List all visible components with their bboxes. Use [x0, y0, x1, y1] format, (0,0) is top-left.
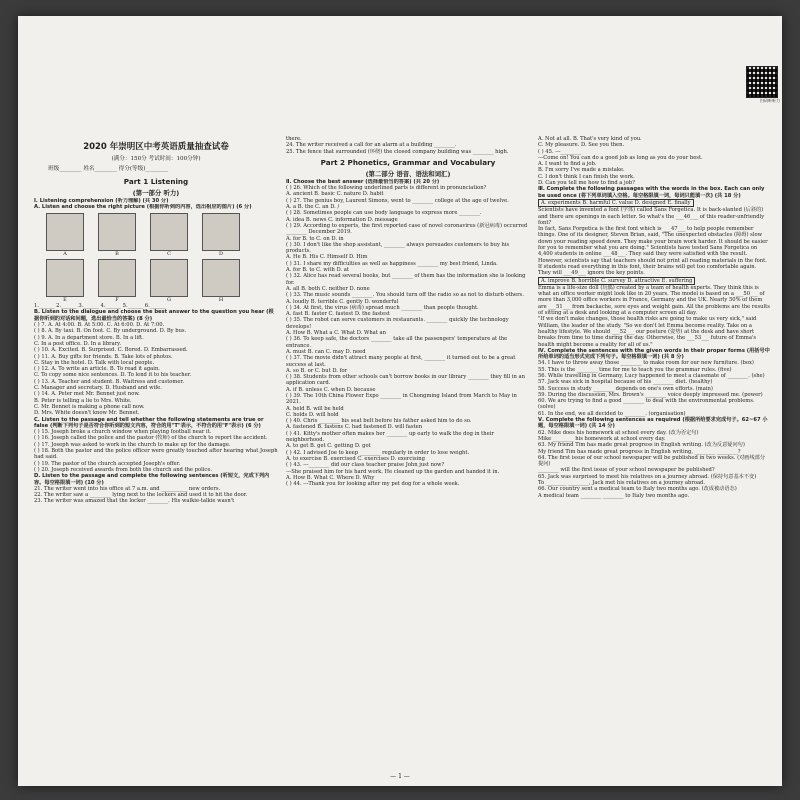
question-line[interactable]: A. all B. both C. neither D. none — [286, 285, 370, 292]
passage-paragraph: Emma is a life-size doll (玩偶) created by a team of health experts. They think this is what an office worker might look like in 20 years. The model is based on a ___50___ of more than 3,000 office workers in France, Germany and the UK. Nearly 50% of them are ___51___ from backache, sore eyes and weight gain. All the problems are the results of sitting at a desk and looking at a computer screen all day. — [538, 284, 770, 317]
passage-2 — [538, 285, 770, 348]
picture-labels-top — [46, 251, 278, 257]
question-line[interactable]: Mike ________ his homework at school every day. — [538, 435, 666, 442]
question-line[interactable]: C. I don't think I can finish the work. — [538, 173, 635, 180]
question-line[interactable]: A. idea B. news C. information D. message — [286, 216, 398, 223]
picture-b — [98, 213, 136, 251]
question-line[interactable]: ( ) 33. The music sounds ________. You should turn off the radio so as not to disturb others. — [286, 292, 524, 299]
question-line[interactable]: ( ) 18. Both the pastor and the police officer were greatly touched after hearing what Joseph had said. — [34, 448, 278, 461]
question-line[interactable]: 64. The first issue of our school newspaper will be published in two weeks. (对画线部分提问) — [538, 454, 766, 468]
question-line[interactable]: 58. Success in study ________ depends on one's own efforts. (main) — [538, 385, 713, 392]
question-line[interactable]: A. Not at all. B. That's very kind of you. — [538, 136, 642, 142]
picture-row-top — [46, 213, 278, 251]
section-5-questions — [538, 430, 770, 499]
section-b-questions — [34, 322, 278, 416]
question-line[interactable]: 22. The writer saw a ________ lying next to the lockers and used it to hit the door. — [34, 492, 248, 499]
question-line[interactable]: ( ) 15. Joseph broke a church window when playing football near it. — [34, 429, 212, 436]
question-line[interactable]: 66. Our country sent a medical team to Italy two months ago. (改成被动语态) — [538, 486, 737, 493]
picture-a — [46, 213, 84, 251]
qr-caption: 扫码听听力 — [760, 98, 780, 103]
student-info-line: 班级________ 姓名________ 得分(等级)________ — [48, 166, 168, 172]
question-line[interactable]: ( ) 16. Joseph called the police and the pastor (牧师) of the church to report the accident. — [34, 435, 268, 442]
section-2-heading: Ⅱ. Choose the best answer (选择最恰当的答案) (共 20 分) — [286, 178, 440, 185]
exam-page — [18, 16, 782, 786]
question-line[interactable]: A. How B. What C. Where D. Why — [286, 474, 375, 481]
question-line[interactable]: 61. In the end, we all decided to ________. (organisation) — [538, 410, 686, 417]
picture-f — [98, 259, 136, 297]
question-line[interactable]: ( ) 9. A. In a department store. B. In a lift. — [34, 334, 144, 341]
picture-c — [150, 213, 188, 251]
question-line[interactable]: there. — [286, 136, 302, 142]
question-line[interactable]: C. My pleasure. D. See you then. — [538, 142, 625, 149]
question-line[interactable]: A. to exercise B. exercised C. exercises D. exercising — [286, 455, 425, 462]
part1-subtitle: (第一部分 听力) — [132, 189, 180, 197]
picture-label: C — [167, 250, 171, 257]
part2-title: Part 2 Phonetics, Grammar and Vocabulary — [320, 157, 496, 167]
part1-title: Part 1 Listening — [123, 177, 189, 186]
picture-h — [202, 259, 240, 297]
question-line[interactable]: D. Can you tell me how to find a job? — [538, 180, 635, 187]
answer-blanks-1-6[interactable]: 1.______ 2.______ 3.______ 4.______ 5.______ 6.______ — [34, 303, 166, 310]
question-line[interactable]: ( ) 38. Students from other schools can't borrow books in our library ________ they fill in an application card. — [286, 374, 525, 387]
section-3-heading: Ⅲ. Complete the following passages with the words in the box. Each can only be used once (将下列单词填入空格。每空格限填一词，每词只能填一次) (共 18 分) — [538, 186, 765, 199]
question-line[interactable]: A. He B. His C. Himself D. Him — [286, 254, 368, 261]
picture-label: D — [218, 250, 223, 257]
column-2 — [286, 136, 530, 764]
section-b-heading: B. Listen to the dialogue and choose the best answer to the question you hear (根据你听到的对话和问题，选出最恰当的答案) (8 分) — [34, 309, 274, 322]
section-d-questions — [34, 486, 278, 505]
question-line[interactable]: ( ) 44. ---Thank you for looking after my pet dog for a whole week. — [286, 481, 460, 488]
question-line[interactable]: ( ) 11. A. Buy gifts for friends. B. Take lots of photos. — [34, 353, 173, 360]
question-line[interactable]: C. In a post office. D. In a library. — [34, 340, 122, 347]
question-line[interactable]: ( ) 35. The robot can serve customers in restaurants. ________ quickly the technology develops! — [286, 317, 509, 330]
column-2-top-lines — [286, 136, 530, 155]
question-line[interactable]: A. How B. What a C. What D. What an — [286, 330, 386, 337]
question-line[interactable]: 55. This is the ________ time for me to teach you the grammar rules. (five) — [538, 366, 732, 373]
qr-code[interactable] — [746, 66, 778, 98]
question-line[interactable]: ( ) 36. To keep safe, the doctors ________ take all the passengers' temperature at the entrance. — [286, 336, 508, 349]
question-line[interactable]: ( ) 29. According to experts, the first reported case of novel coronavirus (新冠病毒) occurred ________ December 2019. — [286, 222, 528, 236]
question-line[interactable]: D. Mrs. White doesn't know Mr. Bennet. — [34, 410, 140, 417]
section-c-questions — [34, 429, 278, 473]
picture-label: A — [63, 250, 67, 257]
word-box-1: A. experiments B. harmful C. value D. designed E. finally — [538, 199, 694, 207]
question-line[interactable]: A medical team ________ ________ to Italy two months ago. — [538, 492, 690, 499]
passage-1 — [538, 207, 770, 276]
question-line[interactable]: ( ) 7. A. At 4:00. B. At 5:00. C. At 6:00. D. At 7:00. — [34, 322, 165, 329]
question-line[interactable]: ( ) 20. Joseph received awards from both the church and the police. — [34, 466, 213, 473]
question-line[interactable]: ( ) 39. The 10th China Flower Expo ________ in Chongming Island from March to May in 2021. — [286, 392, 517, 406]
question-line[interactable]: A. ancient B. basic C. nature D. habit — [286, 191, 384, 198]
question-line[interactable]: A. held B. will be held — [286, 405, 344, 412]
column-3 — [538, 136, 770, 764]
question-line[interactable]: C. Manager and secretary. D. Husband and wife. — [34, 385, 162, 392]
question-line[interactable]: A. loudly B. terrible C. gently D. wonderful — [286, 298, 399, 305]
question-line[interactable]: 65. Jack was surprised to meet his relatives on a journey abroad. (保持句意基本不变) — [538, 473, 757, 480]
section-2-questions — [286, 185, 530, 487]
question-line[interactable]: ( ) 10. A. Excited. B. Surprised. C. Bored. D. Embarrassed. — [34, 347, 188, 354]
page-number: — 1 — — [390, 773, 410, 780]
question-line[interactable]: ( ) 12. A. To write an article. B. To read it again. — [34, 366, 160, 373]
question-line[interactable]: ( ) 14. A. Peter met Mr. Bennet just now. — [34, 391, 140, 398]
question-line[interactable]: My friend Tim has made great progress in English writing, ________ ________? — [538, 448, 741, 455]
picture-g — [150, 259, 188, 297]
question-line[interactable]: 25. The fence that surrounded (环绕) the closed company building was ________ high. — [286, 148, 509, 155]
passage-paragraph: "If we don't make changes, those health risks are going to make us very sick," said William, the leader of the study. "So we don't let Emma become reality. Take on a healthy lifestyle. We should ___52___ our posture (姿势) at the desk and have short breaks from time to time during the day. Otherwise, the ___53___ future of Emma's health might become a reality for all of us." — [538, 316, 757, 348]
question-line[interactable]: 21. The writer went into his office at 7 a.m. and __________ new orders. — [34, 485, 221, 492]
question-line[interactable]: ________ will the first issue of your school newspaper be published? — [538, 467, 715, 474]
section-a-heading: A. Listen and choose the right picture (根据你听到的内容，选出相应的图片) (6 分) — [34, 204, 252, 211]
question-line[interactable]: A. for B. to C. with D. at — [286, 267, 349, 274]
picture-label: F — [115, 296, 119, 303]
question-line[interactable]: C. Mr. Bennet is making a phone call now. — [34, 403, 145, 410]
section-4-heading: Ⅳ. Complete the sentences with the given words in their proper forms (用括号中所给单词的适当形式完成下列句子。每空格限填一词) (共 8 分) — [538, 347, 770, 361]
question-line[interactable]: C. holds D. will hold — [286, 411, 339, 418]
question-line[interactable]: B. Peter is telling a lie to Mrs. White. — [34, 397, 132, 404]
question-line[interactable]: ( ) 8. A. By taxi. B. On foot. C. By underground. D. By bus. — [34, 328, 187, 335]
question-line[interactable]: C. Stay in the hotel. D. Talk with local people. — [34, 359, 155, 366]
question-line[interactable]: 57. Jack was sick in hospital because of his ________ diet. (healthy) — [538, 379, 713, 386]
question-line[interactable]: ( ) 27. The genius boy, Laurent Simons, went to ________ college at the age of twelve. — [286, 197, 509, 204]
section-4-questions — [538, 360, 770, 417]
question-line[interactable]: ( ) 28. Sometimes people can use body language to express more ________. — [286, 210, 482, 217]
question-line[interactable]: ( ) 19. The pastor of the church accepted Joseph's offer. — [34, 460, 181, 467]
question-line[interactable]: ( ) 40. Chris ________ his seat belt before his father asked him to do so. — [286, 418, 472, 425]
question-line[interactable]: ( ) 43. ---________ did our class teacher praise John just now? — [286, 462, 445, 469]
section-c-heading: C. Listen to the passage and tell whether the following statements are true or false (判断下列句子是否符合你听到的短文内容，符合的用"T"表示，不符合的用"F"表示) (6 分) — [34, 416, 264, 429]
question-line[interactable]: 54. I have to throw away those ________ to make room for our new furniture. (box) — [538, 360, 754, 367]
picture-label: E — [63, 296, 67, 303]
question-line[interactable]: A. fastened B. fastens C. had fastened D. will fasten — [286, 424, 423, 431]
exam-title: 2020 年崇明区中考英语质量抽查试卷 — [83, 142, 229, 152]
question-line[interactable]: 60. We are trying to find a good ________ to deal with the environmental problems. (solve) — [538, 398, 755, 411]
question-line[interactable]: 24. The writer received a call for an alarm at a building ________. — [286, 142, 457, 149]
question-line[interactable]: To ________ ________, Jack met his relatives on a journey abroad. — [538, 480, 706, 487]
question-line[interactable]: A. I want to find a job. — [538, 161, 597, 168]
part2-subtitle: (第二部分 语音、语法和词汇) — [365, 169, 451, 178]
question-line[interactable]: ( ) 31. I share my difficulties as well as happiness ________ my best friend, Linda. — [286, 260, 498, 267]
question-line[interactable]: B. I'm sorry I've made a mistake. — [538, 167, 625, 174]
question-line[interactable]: A. a B. the C. an D. / — [286, 204, 340, 211]
question-line[interactable]: ( ) 41. Kitty's mother often makes her ________ up early to walk the dog in their neighborhood. — [286, 430, 494, 444]
question-line[interactable]: A. fast B. faster C. fastest D. the fastest — [286, 311, 390, 318]
passage-paragraph: Scientists have invented a font (字体) called Sans Forgetica. It is back-slanted (后斜的) and there are openings in each letter. So what's the ___46___ of this reader-unfriendly font? — [538, 207, 765, 226]
question-line[interactable]: ( ) 34. At first, the virus (病毒) spread much ________ than people thought. — [286, 304, 479, 311]
question-line[interactable]: ( ) 42. I advised Joe to keep ________ regularly in order to lose weight. — [286, 449, 470, 456]
exam-subtitle: (满分：150分 考试时间：100分钟) — [111, 156, 201, 162]
column-3-top-lines — [538, 136, 770, 186]
question-line[interactable]: A. for B. to C. on D. in — [286, 235, 344, 242]
column-1 — [34, 134, 278, 764]
question-line[interactable]: ( ) 30. I don't like the shop assistant, ________ always persuades customers to buy his products. — [286, 241, 510, 255]
picture-e — [46, 259, 84, 297]
word-box-2: A. improve B. horrible C. survey D. attractive E. suffering — [538, 277, 695, 285]
question-line[interactable]: A. if B. unless C. when D. because — [286, 386, 376, 393]
question-line[interactable]: C. To copy some nice sentences. D. To lend it to his teacher. — [34, 372, 192, 379]
picture-label: H — [218, 296, 224, 303]
passage-paragraph: In fact, Sans Forgetica is the first font which is ___47___ to help people remember things. One of its designer, Steven Brian, said, "The unexpected obstacles (障碍) slow down your reading speed down. They make your brain work harder. It should be easier for you to remember what you are doing." Scientists have tested Sans Forgetica on 4,400 students in online ___48___. They said they were satisfied with the result. — [538, 226, 768, 258]
question-line[interactable]: ---She praised him for his hard work. He cleaned up the garden and handed it in. — [286, 468, 500, 475]
question-line[interactable]: ( ) 45. ---________ — [538, 148, 582, 155]
picture-row-bottom — [46, 259, 278, 297]
question-line[interactable]: ( ) 37. The movie didn't attract many people at first, ________ it turned out to be a great success at last. — [286, 355, 516, 368]
section-d-heading: D. Listen to the passage and complete the following sentences (听短文，完成下列内容。每空格限填一词) (10 分) — [34, 473, 270, 486]
question-line[interactable]: ( ) 32. Alice has read several books, but ________ of them has the information she is looking for. — [286, 273, 526, 286]
question-line[interactable]: 63. My friend Tim has made great progress in English writing. (改为反意疑问句) — [538, 442, 745, 449]
question-line[interactable]: 62. Mike does his homework at school every day. (改为否定句) — [538, 429, 699, 436]
question-line[interactable]: A. to get B. get C. getting D. got — [286, 443, 371, 450]
section-1-heading: Ⅰ. Listening comprehension (听力理解) (共 30 分) — [34, 198, 169, 204]
question-line[interactable]: 59. During the discussion, Mrs. Brown's ________ voice deeply impressed me. (power) — [538, 391, 763, 398]
question-line[interactable]: ( ) 17. Joseph was asked to work in the church to make up for the damage. — [34, 441, 231, 448]
question-line[interactable]: 56. While travelling in Germany, Lucy happened to meet a classmate of ________. (she) — [538, 372, 765, 379]
picture-label: B — [115, 250, 119, 257]
question-line[interactable]: A. must B. can C. may D. need — [286, 348, 366, 355]
question-line[interactable]: ( ) 13. A. Teacher and student. B. Waitress and customer. — [34, 378, 184, 385]
picture-label: G — [167, 296, 171, 303]
question-line[interactable]: A. so B. or C. but D. for — [286, 367, 348, 374]
question-line[interactable]: ( ) 26. Which of the following underlined parts is different in pronunciation? — [286, 185, 487, 192]
picture-d — [202, 213, 240, 251]
section-5-heading: Ⅴ. Complete the following sentences as required (根据所给要求完成句子。62~67 小题，每空格限填一词) (共 14 分) — [538, 417, 768, 430]
passage-paragraph: However, scientists say that teachers should not print all reading materials in the font. If students read everything in this font, their brains will get too comfortable again. They will ___49___ ignore the key points. — [538, 257, 767, 277]
question-line[interactable]: ---Come on! You can do a good job as long as you do your best. — [538, 154, 703, 161]
question-line[interactable]: 23. The writer was amazed that the locker ________. His walkie-talkie wasn't — [34, 498, 235, 505]
